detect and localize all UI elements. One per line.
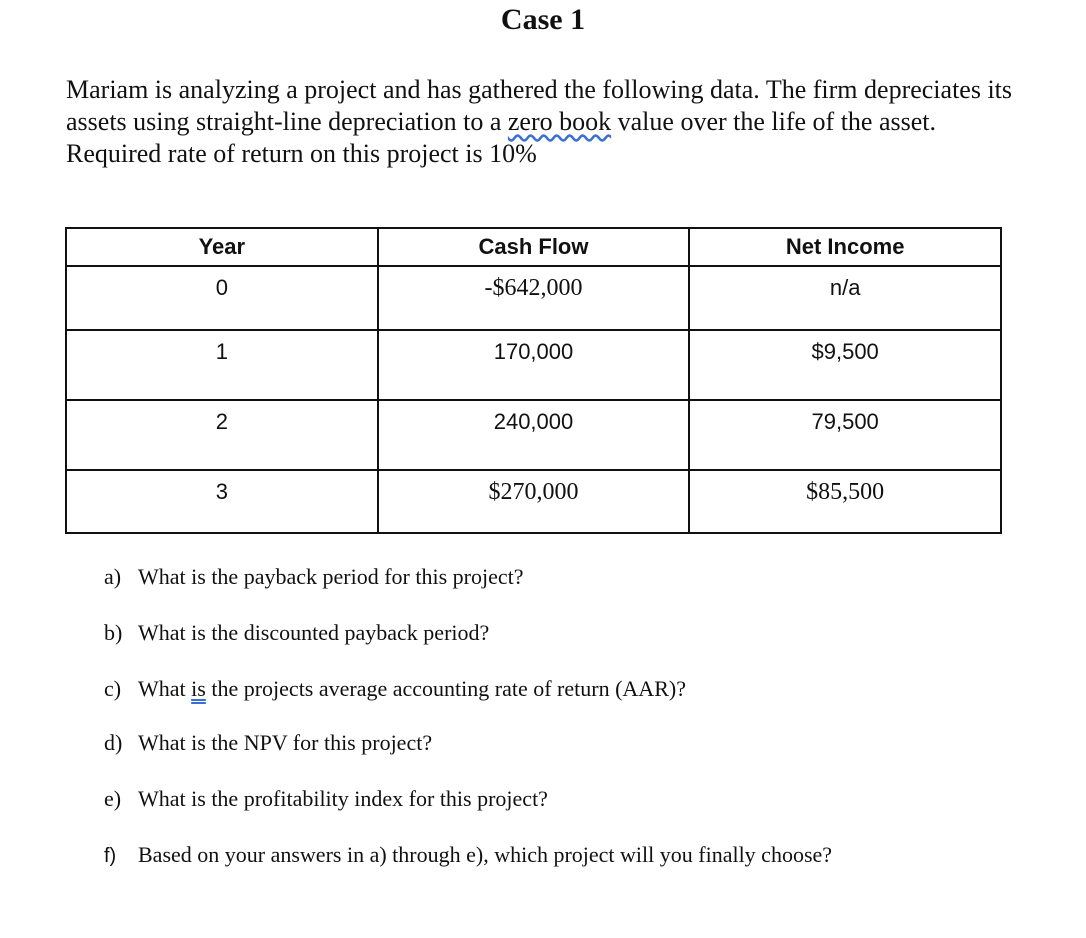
cell-year [66, 400, 378, 470]
table-row [66, 330, 1001, 400]
question-e [104, 785, 548, 813]
cell-cash-flow [378, 470, 690, 533]
header-cash-flow: Cash Flow [378, 228, 690, 266]
cell-cash-flow [378, 330, 690, 400]
question-text: What is the discounted payback period? [138, 620, 490, 645]
cell-cash-flow-value: -$642,000 [484, 275, 583, 301]
table-header-row [66, 228, 1001, 266]
cell-net-income [689, 400, 1001, 470]
question-label: f) [104, 845, 117, 867]
table-row [66, 470, 1001, 533]
cell-cash-flow-value: 170,000 [493, 339, 574, 364]
cell-cash-flow [378, 400, 690, 470]
intro-paragraph [66, 74, 1026, 170]
question-text: Based on your answers in a) through e), which project will you finally choose? [138, 842, 833, 867]
cell-year-value: 3 [215, 479, 228, 504]
cell-year [66, 330, 378, 400]
cell-year [66, 266, 378, 330]
cash-flow-table [65, 227, 1002, 534]
question-text: What is the NPV for this project? [138, 730, 433, 755]
cell-cash-flow-value: 240,000 [493, 409, 574, 434]
cell-year-value: 2 [215, 409, 228, 434]
cell-net-income [689, 266, 1001, 330]
cell-net-income-value: n/a [829, 275, 861, 300]
cell-net-income-value: 79,500 [811, 409, 879, 434]
header-net-income: Net Income [689, 228, 1001, 266]
question-c [104, 675, 686, 703]
question-label: a) [104, 564, 122, 589]
question-label: b) [104, 620, 123, 645]
cell-year-value: 0 [215, 275, 228, 300]
question-label: c) [104, 676, 122, 701]
question-a [104, 563, 523, 591]
question-underlined-word: is [191, 676, 206, 701]
question-label: d) [104, 730, 123, 755]
question-d [104, 729, 432, 757]
question-text-post: the projects average accounting rate of return (AAR)? [205, 676, 686, 701]
intro-text-1: Mariam is analyzing a project and has gathered the following data. The firm depreciates its assets using straight-line depreciation to a [66, 75, 1013, 136]
question-label: e) [104, 786, 122, 811]
question-f [104, 841, 832, 870]
intro-underlined-term: zero book [507, 107, 612, 136]
question-text: What is the profitability index for this project? [138, 786, 548, 811]
cell-cash-flow [378, 266, 690, 330]
intro-text-2: value over the life of the asset. Required rate of return on this project is 10% [66, 107, 937, 168]
cell-net-income-value: $9,500 [811, 339, 879, 364]
cell-net-income [689, 330, 1001, 400]
cell-net-income [689, 470, 1001, 533]
cell-year [66, 470, 378, 533]
page-title: Case 1 [500, 3, 586, 36]
question-text: What is the payback period for this project? [138, 564, 524, 589]
cell-year-value: 1 [215, 339, 228, 364]
cell-net-income-value: $85,500 [806, 479, 885, 505]
header-year: Year [66, 228, 378, 266]
cell-cash-flow-value: $270,000 [488, 479, 579, 505]
table-row [66, 266, 1001, 330]
table-row [66, 400, 1001, 470]
question-b [104, 619, 489, 647]
question-text-pre: What [138, 676, 192, 701]
